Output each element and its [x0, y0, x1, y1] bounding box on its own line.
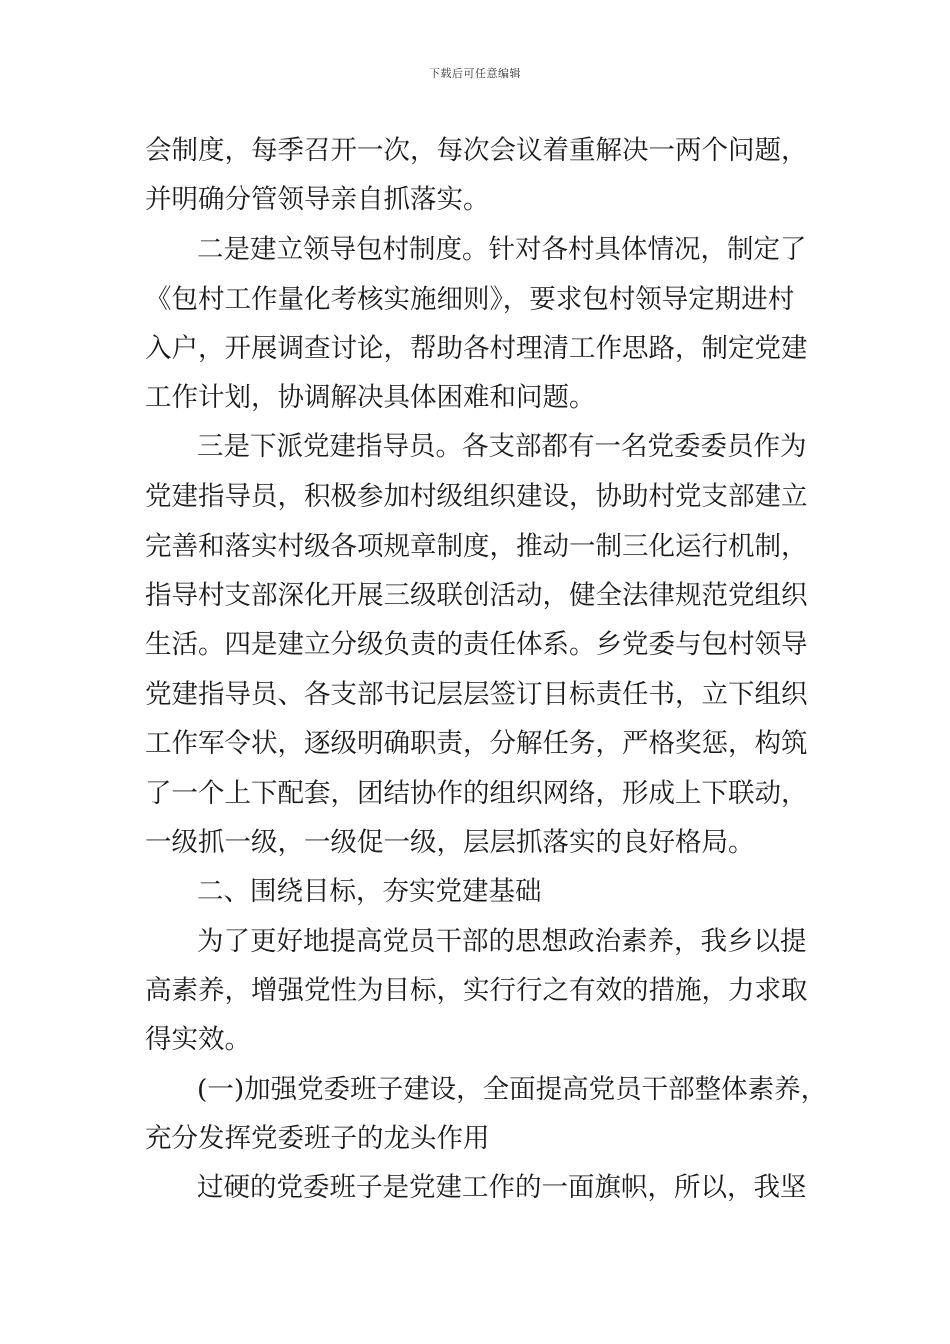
- text-line: 工作军令状，逐级明确职责，分解任务，严格奖惩，构筑: [145, 728, 808, 759]
- text-line: 指导村支部深化开展三级联创活动，健全法律规范党组织: [145, 580, 808, 611]
- text-line: 完善和落实村级各项规章制度，推动一制三化运行机制，: [145, 531, 808, 562]
- text-line: 二是建立领导包村制度。针对各村具体情况，制定了: [197, 234, 807, 265]
- text-line: 《包村工作量化考核实施细则》，要求包村领导定期进村: [145, 284, 795, 315]
- text-line: 高素养，增强党性为目标，实行行之有效的措施，力求取: [145, 975, 808, 1006]
- text-line: 入户，开展调查讨论，帮助各村理清工作思路，制定党建: [145, 333, 808, 364]
- text-line: 一级抓一级，一级促一级，层层抓落实的良好格局。: [145, 827, 755, 858]
- subsection-heading: 充分发挥党委班子的龙头作用: [145, 1123, 490, 1154]
- text-line: 并明确分管领导亲自抓落实。: [145, 184, 490, 215]
- text-line: 了一个上下配套，团结协作的组织网络，形成上下联动，: [145, 778, 808, 809]
- section-heading: 二、围绕目标，夯实党建基础: [197, 876, 542, 907]
- text-line: 得实效。: [145, 1024, 251, 1055]
- page-header: 下载后可任意编辑: [429, 67, 521, 80]
- text-line: 生活。四是建立分级负责的责任体系。乡党委与包村领导: [145, 629, 808, 660]
- text-line: 党建指导员，积极参加村级组织建设，协助村党支部建立: [145, 481, 808, 512]
- text-line: 工作计划，协调解决具体困难和问题。: [145, 382, 596, 413]
- text-line: 三是下派党建指导员。各支部都有一名党委委员作为: [197, 431, 807, 462]
- text-line: 为了更好地提高党员干部的思想政治素养，我乡以提: [197, 926, 807, 957]
- subsection-heading: (一)加强党委班子建设，全面提高党员干部整体素养，: [197, 1074, 828, 1105]
- text-line: 会制度，每季召开一次，每次会议着重解决一两个问题，: [145, 135, 808, 166]
- text-line: 过硬的党委班子是党建工作的一面旗帜，所以，我坚: [197, 1172, 807, 1203]
- text-line: 党建指导员、各支部书记层层签订目标责任书，立下组织: [145, 679, 808, 710]
